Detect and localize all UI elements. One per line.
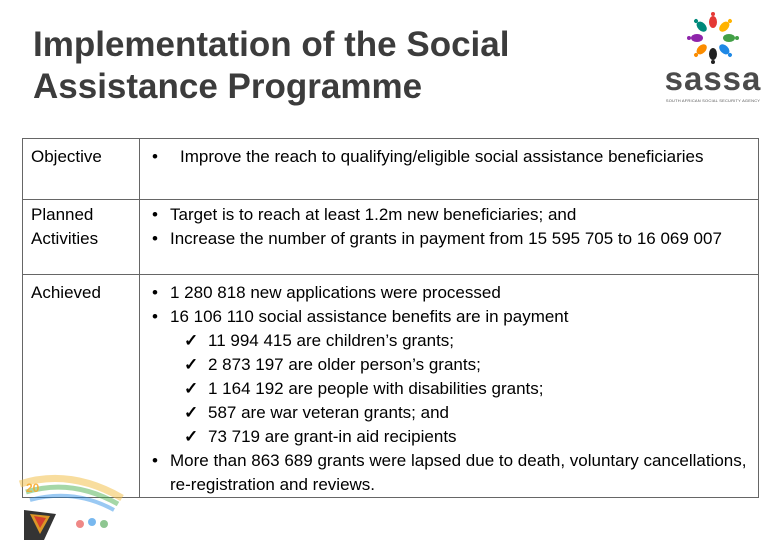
achieved-bullet: • More than 863 689 grants were lapsed due to death, voluntary cancellations, re-registration and reviews. bbox=[148, 449, 750, 497]
achieved-bullet: • 1 280 818 new applications were processed bbox=[148, 281, 750, 305]
planned-bullet: • Increase the number of grants in payment from 15 595 705 to 16 069 007 bbox=[148, 227, 750, 251]
hands-circle-icon bbox=[652, 12, 774, 64]
sassa-logo bbox=[652, 12, 774, 104]
check-item: ✓ 73 719 are grant-in aid recipients bbox=[148, 425, 750, 449]
check-item: ✓ 587 are war veteran grants; and bbox=[148, 401, 750, 425]
planned-content bbox=[140, 200, 759, 275]
20-years-of-freedom-logo bbox=[10, 474, 128, 540]
table-row-achieved bbox=[23, 275, 759, 498]
programme-table bbox=[22, 138, 759, 498]
anniversary-emblem-icon bbox=[10, 474, 128, 540]
check-item: ✓ 1 164 192 are people with disabilities grants; bbox=[148, 377, 750, 401]
svg-text:20: 20 bbox=[26, 481, 40, 495]
achieved-bullet-text: 16 106 110 social assistance benefits are in payment bbox=[170, 307, 569, 326]
check-item: ✓ 2 873 197 are older person’s grants; bbox=[148, 353, 750, 377]
achieved-bullet bbox=[148, 305, 750, 329]
objective-label: Objective bbox=[23, 139, 140, 200]
logo-subtitle: SOUTH AFRICAN SOCIAL SECURITY AGENCY bbox=[665, 98, 761, 103]
achieved-content bbox=[140, 275, 759, 498]
slide-title: Implementation of the Social Assistance Programme bbox=[33, 25, 510, 106]
grant-breakdown-list bbox=[148, 329, 750, 449]
objective-content bbox=[140, 139, 759, 200]
table-row-objective bbox=[23, 139, 759, 200]
planned-bullet: • Target is to reach at least 1.2m new beneficiaries; and bbox=[148, 203, 750, 227]
objective-bullet: • Improve the reach to qualifying/eligible social assistance beneficiaries bbox=[148, 145, 750, 169]
achieved-label: Achieved bbox=[23, 275, 140, 498]
check-item: ✓ 11 994 415 are children’s grants; bbox=[148, 329, 750, 353]
logo-wordmark: sassa bbox=[664, 60, 762, 97]
planned-activities-label: Planned Activities bbox=[23, 200, 140, 275]
table-row-planned bbox=[23, 200, 759, 275]
